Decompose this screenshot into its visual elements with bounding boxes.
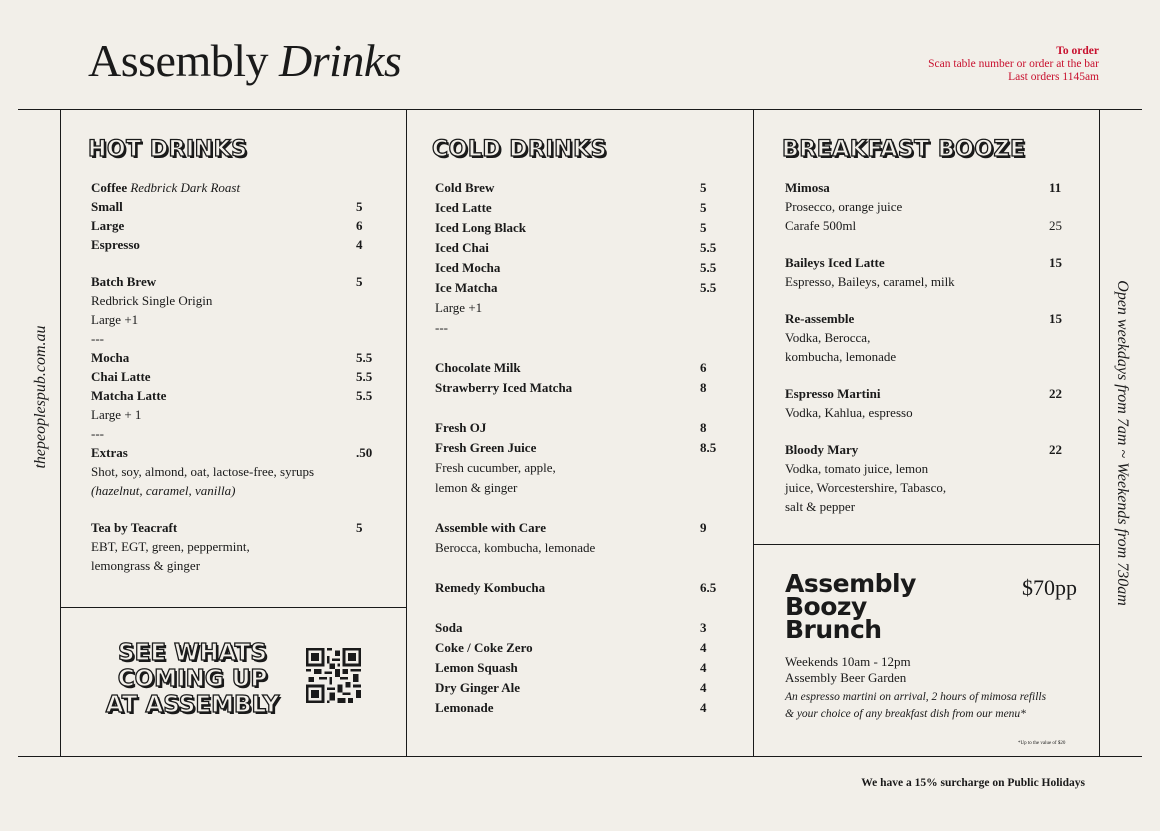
menu-item: Coke / Coke Zero 4 [435,640,707,655]
brunch-title: Assembly Boozy Brunch [785,569,916,644]
item-desc: Large +1 [91,312,139,327]
menu-item: Mimosa 11 [785,180,1062,195]
item-desc: Vodka, Kahlua, espresso [785,405,913,420]
brunch-description: An espresso martini on arrival, 2 hours of mimosa refills & your choice of any breakfast dish from our menu* [785,691,1047,720]
menu-item: Matcha Latte 5.5 [91,388,373,403]
menu-item: Carafe 500ml 25 [785,218,1062,233]
website-text: thepeoplespub.com.au [32,325,49,469]
separator: --- [91,426,104,441]
item-desc: Vodka, Berocca, [785,330,871,345]
menu-item: Ice Matcha 5.5 [435,280,717,295]
cold-drinks-heading: COLD DRINKS [432,137,607,162]
menu-item: Chai Latte 5.5 [91,369,373,384]
item-desc: Redbrick Single Origin [91,293,213,308]
title-main: Assembly [88,35,268,86]
bottom-rule [18,756,1142,757]
item-desc: salt & pepper [785,499,856,514]
breakfast-booze-heading: BREAKFAST BOOZE [782,137,1026,162]
item-desc: Fresh cucumber, apple, [435,460,556,475]
menu-item: Iced Long Black 5 [435,220,707,235]
menu-item: Soda 3 [435,620,707,635]
item-desc: lemon & ginger [435,480,518,495]
divider-col2 [753,109,754,757]
separator: --- [91,331,104,346]
menu-item: Iced Mocha 5.5 [435,260,717,275]
hot-drinks-list [91,178,375,575]
promo-text: SEE WHATS COMING UP AT ASSEMBLY [105,640,280,718]
item-desc: Berocca, kombucha, lemonade [435,540,596,555]
item-desc: Prosecco, orange juice [785,199,903,214]
hot-drinks-heading: HOT DRINKS [88,137,248,162]
order-heading: To order [1056,45,1099,57]
menu-item: Assemble with Care 9 [435,520,707,535]
breakfast-booze-list [785,178,1064,516]
order-line-2: Last orders 1145am [1008,71,1099,83]
menu-item: Bloody Mary 22 [785,442,1062,457]
item-desc: juice, Worcestershire, Tabasco, [785,480,947,495]
item-desc: lemongrass & ginger [91,558,201,573]
menu-item: Small 5 [91,199,363,214]
item-desc: Espresso, Baileys, caramel, milk [785,274,955,289]
brunch-info: Weekends 10am - 12pm Assembly Beer Garden [785,654,911,685]
menu-item: Chocolate Milk 6 [435,360,707,375]
page-title [88,36,401,87]
menu-item: Fresh OJ 8 [435,420,707,435]
item-desc: (hazelnut, caramel, vanilla) [91,483,236,498]
menu-item: Re-assemble 15 [785,311,1062,326]
item-desc: Shot, soy, almond, oat, lactose-free, syrups [91,464,314,479]
menu-item: Baileys Iced Latte 15 [785,255,1062,270]
menu-item: Iced Chai 5.5 [435,240,717,255]
menu-item-coffee: Coffee Redbrick Dark Roast [91,180,241,195]
menu-item: Espresso Martini 22 [785,386,1062,401]
menu-item: Extras .50 [91,445,373,460]
menu-item: Lemonade 4 [435,700,707,715]
menu-item: Batch Brew 5 [91,274,363,289]
menu-item: Tea by Teacraft 5 [91,520,363,535]
divider-col1 [406,109,407,757]
qr-code-icon[interactable] [306,648,361,703]
order-info [928,45,1099,84]
menu-item: Iced Latte 5 [435,200,707,215]
item-desc: Large + 1 [91,407,142,422]
surcharge-note: We have a 15% surcharge on Public Holidays [861,777,1085,789]
coffee-note: Redbrick Dark Roast [130,180,241,195]
menu-item: Lemon Squash 4 [435,660,707,675]
separator: --- [435,320,448,335]
order-line-1: Scan table number or order at the bar [928,58,1099,70]
menu-item: Fresh Green Juice 8.5 [435,440,717,455]
menu-item: Strawberry Iced Matcha 8 [435,380,707,395]
cold-drinks-list [435,178,719,718]
divider-promo [60,607,407,608]
divider-right [1099,109,1100,757]
menu-item: Mocha 5.5 [91,350,373,365]
item-desc: Vodka, tomato juice, lemon [785,461,929,476]
top-rule [18,109,1142,110]
menu-item: Dry Ginger Ale 4 [435,680,707,695]
divider-left [60,109,61,757]
menu-item: Large 6 [91,218,363,233]
divider-brunch [753,544,1100,545]
menu-item: Remedy Kombucha 6.5 [435,580,717,595]
menu-item: Cold Brew 5 [435,180,707,195]
brunch-fine-print: *Up to the value of $20 [1018,741,1066,746]
brunch-price: $70pp [1022,575,1077,600]
item-desc: Large +1 [435,300,483,315]
item-desc: kombucha, lemonade [785,349,897,364]
menu-item: Espresso 4 [91,237,363,252]
opening-hours-text: Open weekdays from 7am ~ Weekends from 730am [1114,280,1131,606]
item-desc: EBT, EGT, green, peppermint, [91,539,250,554]
title-italic: Drinks [279,35,402,86]
